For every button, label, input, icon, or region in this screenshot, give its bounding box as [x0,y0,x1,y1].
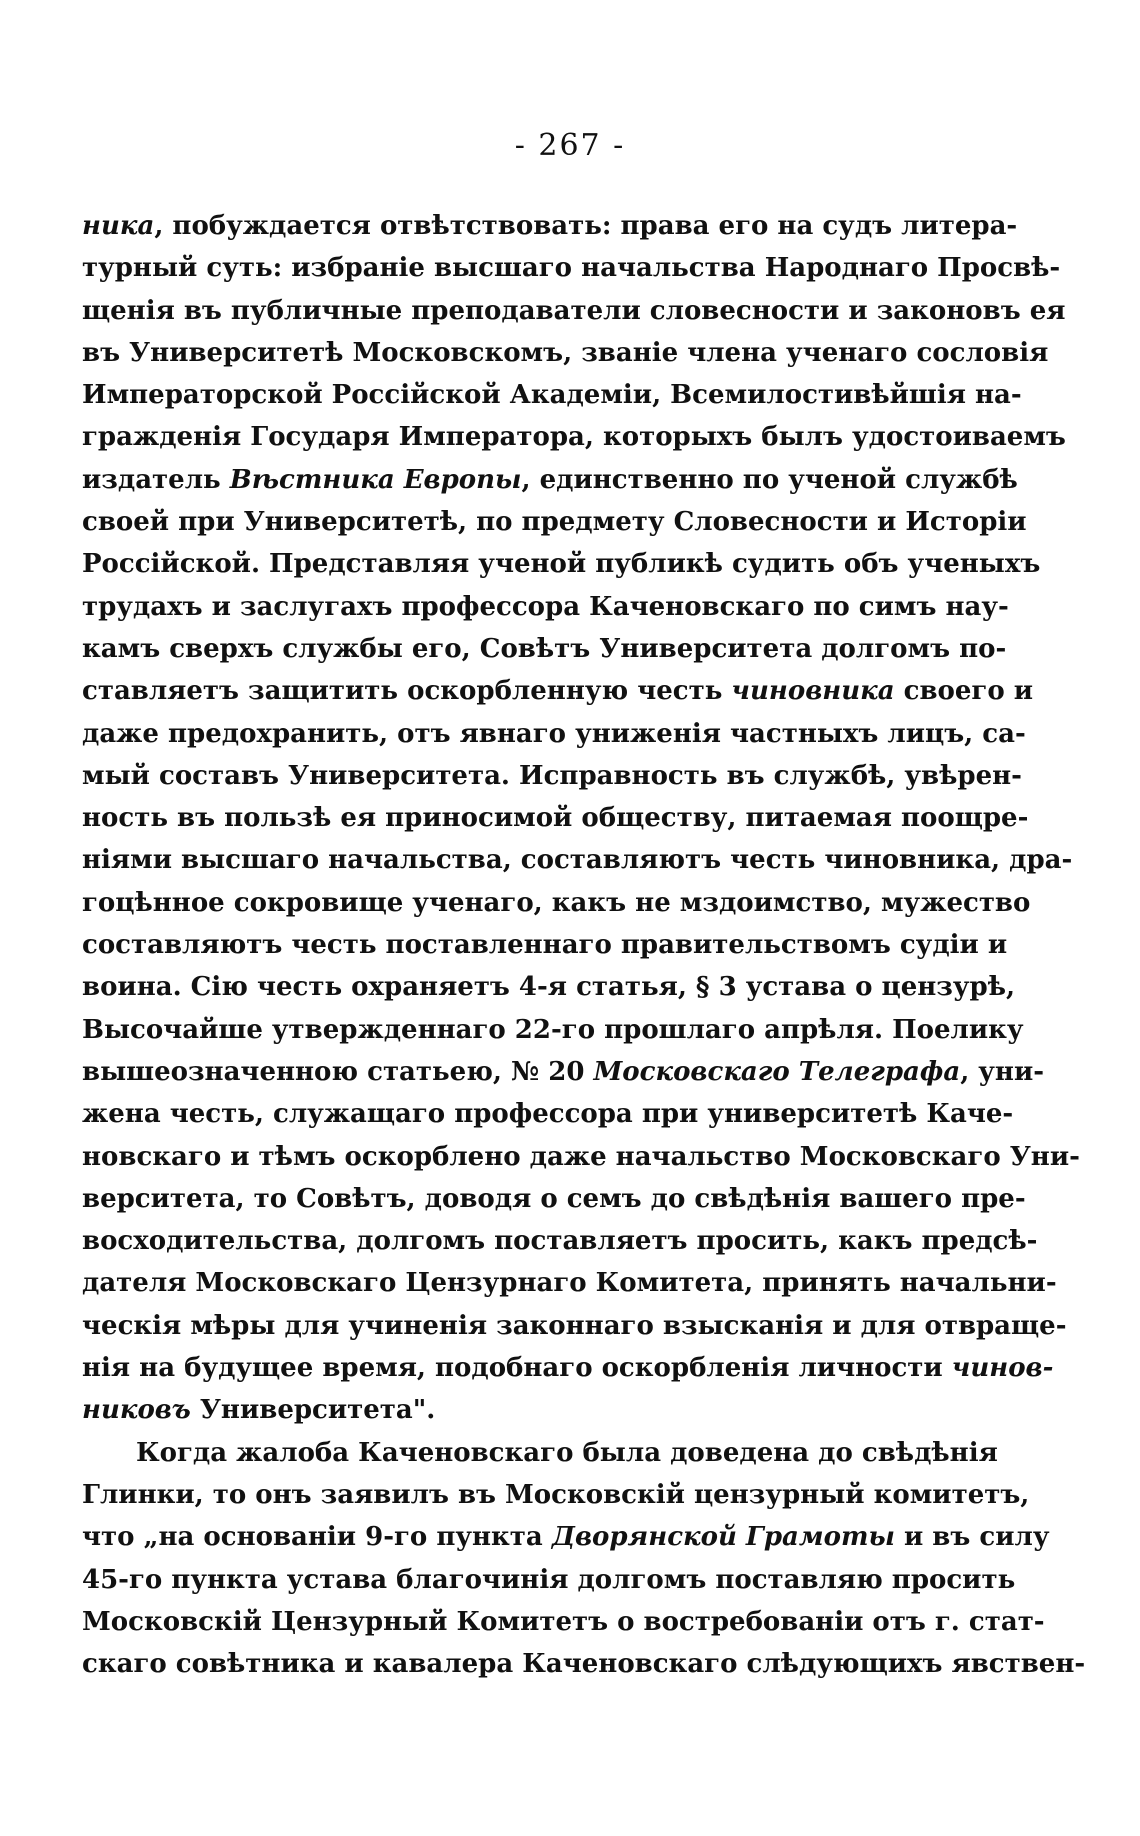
text-line [82,1516,1050,1558]
italic-text-segment: чинов- [951,1353,1054,1384]
text-line [82,247,1061,289]
text-line [82,290,1066,332]
text-segment: гоцѣнное сокровище ученаго, какъ не мздоимство, мужество [82,887,1031,918]
text-segment: жена честь, служащаго профессора при университетѣ Каче- [82,1099,1014,1130]
text-segment: ніями высшаго начальства, составляютъ честь чиновника, дра- [82,845,1073,876]
text-line [82,1305,1067,1347]
text-line [82,332,1049,374]
text-segment: камъ сверхъ службы его, Совѣтъ Университета долгомъ по- [82,633,1007,664]
text-segment: Когда жалоба Каченовскаго была доведена до свѣдѣнія [136,1437,998,1468]
text-line [82,1389,952,1431]
text-line [82,1178,1026,1220]
italic-text-segment: Московскаго Телеграфа [593,1056,961,1087]
text-segment: , уни- [960,1056,1045,1087]
text-line [82,713,1026,755]
text-line [82,1093,1014,1135]
text-line [82,501,1027,543]
text-segment: , побуждается отвѣтствовать: права его на судъ литера- [154,211,1018,241]
text-segment: своего и [894,676,1034,707]
text-segment: Высочайше утвержденнаго 22-го прошлаго апрѣля. Поелику [82,1014,1024,1045]
text-segment: вышеозначенною статьею, № 20 [82,1056,594,1087]
text-segment: , единственно по ученой службѣ [521,464,1018,495]
text-line [82,924,1008,966]
italic-text-segment: Вѣстника Европы [229,464,522,495]
italic-text-segment: Дворянской Грамоты [551,1522,895,1553]
text-segment: нія на будущее время, подобнаго оскорбленія личности [82,1353,952,1384]
text-segment: турный суть: избраніе высшаго начальства Народнаго Просвѣ- [82,253,1061,284]
text-segment: составляютъ честь поставленнаго правительствомъ судіи и [82,930,1008,961]
text-segment: Россійской. Представляя ученой публикѣ судить объ ученыхъ [82,549,1041,580]
text-line [82,374,1022,416]
text-segment: издатель [82,464,230,495]
text-line [82,1009,1024,1051]
page-number: - 267 - [514,128,626,163]
body-text [82,205,1086,1685]
text-line [82,839,1073,881]
text-segment: верситета, то Совѣтъ, доводя о семъ до свѣдѣнія вашего пре- [82,1183,1026,1214]
text-segment: Университета". [190,1395,436,1426]
text-segment: 45-го пункта устава благочинія долгомъ поставляю просить [82,1564,1016,1595]
text-segment: Глинки, то онъ заявилъ въ Московскій цензурный комитетъ, [82,1479,1030,1510]
text-segment: новскаго и тѣмъ оскорблено даже начальство Московскаго Уни- [82,1141,1080,1172]
text-segment: своей при Университетѣ, по предмету Словесности и Исторіи [82,507,1027,538]
text-line [82,1347,1054,1389]
text-line [82,1051,1045,1093]
text-line [82,966,1016,1008]
text-line [82,755,1022,797]
text-line [82,1220,1038,1262]
italic-text-segment: никовъ [82,1395,191,1426]
text-segment: скаго совѣтника и кавалера Каченовскаго слѣдующихъ явствен- [82,1649,1086,1680]
text-segment: щенія въ публичные преподаватели словесности и законовъ ея [82,295,1066,326]
text-line [82,416,1066,458]
text-line [82,1559,1016,1601]
text-line [82,1643,1086,1685]
text-segment: Императорской Россійской Академіи, Всемилостивѣйшія на- [82,380,1022,411]
text-segment: ставляетъ защитить оскорбленную честь [82,676,732,707]
text-line [82,1262,1057,1304]
text-segment: воина. Сію честь охраняетъ 4-я статья, § 3 устава о цензурѣ, [82,972,1016,1003]
text-segment: Московскій Цензурный Комитетъ о востребованіи отъ г. стат- [82,1606,1045,1637]
italic-text-segment: чиновника [731,676,895,707]
text-line [82,797,1029,839]
text-segment: трудахъ и заслугахъ профессора Каченовскаго по симъ нау- [82,591,1009,622]
text-segment: гражденія Государя Императора, которыхъ былъ удостоиваемъ [82,422,1066,453]
text-segment: даже предохранить, отъ явнаго униженія частныхъ лицъ, са- [82,718,1026,749]
text-line [82,205,1018,247]
italic-text-segment: ника [82,211,155,241]
text-line [82,1601,1045,1643]
text-line [82,1474,1030,1516]
text-line [82,670,1034,712]
text-segment: что „на основаніи 9-го пункта [82,1522,552,1553]
text-line [82,628,1007,670]
text-segment: дателя Московскаго Цензурнаго Комитета, принять начальни- [82,1268,1057,1299]
text-line [82,882,1031,924]
text-segment: ность въ пользѣ ея приносимой обществу, питаемая поощре- [82,803,1029,834]
text-segment: мый составъ Университета. Исправность въ службѣ, увѣрен- [82,760,1022,791]
text-line [82,459,1018,501]
text-line [82,1136,1080,1178]
text-line [82,543,1041,585]
text-segment: восходительства, долгомъ поставляетъ просить, какъ предсѣ- [82,1226,1038,1257]
text-segment: и въ силу [894,1522,1050,1553]
text-line [82,586,1009,628]
text-line [82,1432,998,1474]
text-segment: въ Университетѣ Московскомъ, званіе члена ученаго сословія [82,337,1049,368]
text-segment: ческія мѣры для учиненія законнаго взысканія и для отвраще- [82,1310,1067,1341]
